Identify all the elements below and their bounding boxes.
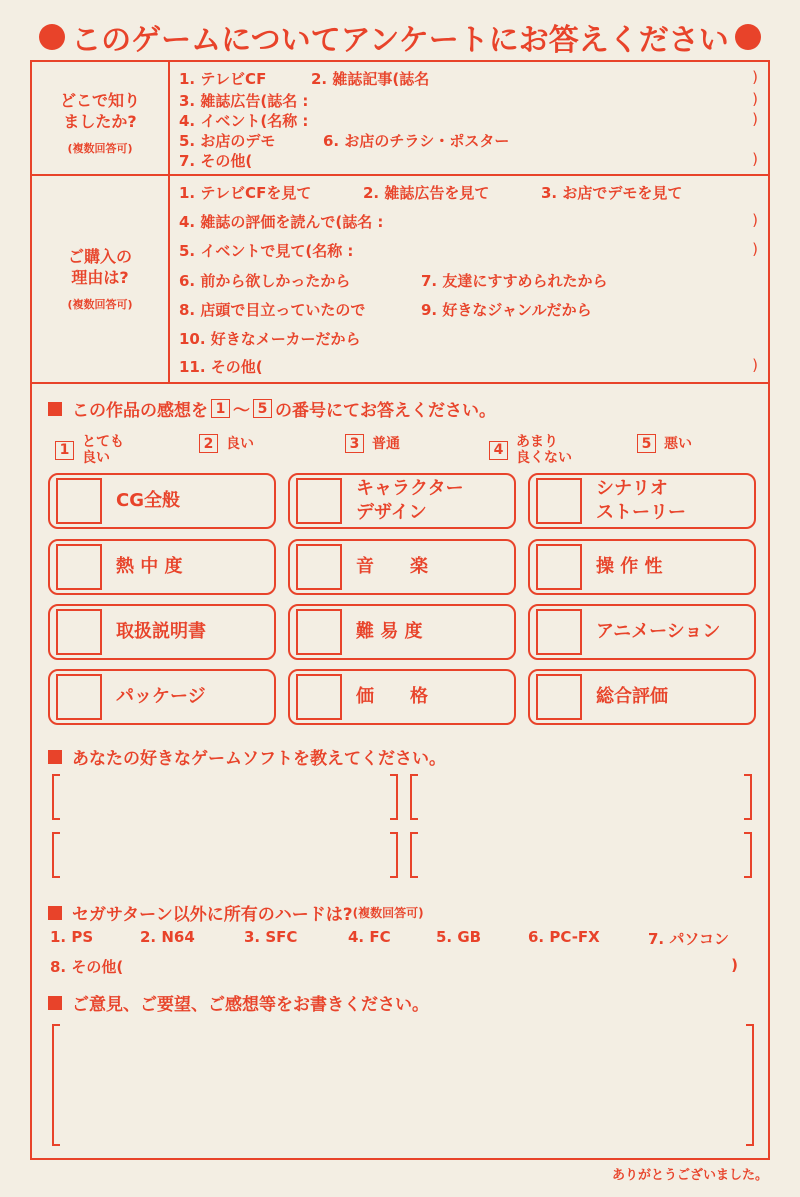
q1-option-3[interactable]: 3. 雑誌広告(誌名 : xyxy=(179,92,309,110)
scale-number: 5 xyxy=(637,434,656,453)
comments-field[interactable] xyxy=(52,1024,754,1146)
thanks-text: ありがとうございました。 xyxy=(611,1168,768,1183)
hardware-option-3[interactable]: 3. SFC xyxy=(244,928,298,946)
left-bracket-icon xyxy=(52,832,60,878)
square-bullet-icon xyxy=(48,906,62,920)
q2-option-11[interactable]: 11. その他( xyxy=(179,358,263,376)
q2-label xyxy=(32,246,168,315)
rating-overall[interactable] xyxy=(528,669,756,725)
rating-label: キャラクター xyxy=(356,478,464,499)
rating-price[interactable] xyxy=(288,669,516,725)
left-bracket-icon xyxy=(410,774,418,820)
q2-option-7[interactable]: 7. 友達にすすめられたから xyxy=(421,272,608,290)
scale-item-5 xyxy=(634,434,692,453)
hardware-option-5[interactable]: 5. GB xyxy=(436,928,482,946)
q2-option-10[interactable]: 10. 好きなメーカーだから xyxy=(179,330,361,348)
q1-note: (複数回答可) xyxy=(67,142,133,155)
favorite-game-field-2[interactable] xyxy=(410,774,752,820)
rating-input-box[interactable] xyxy=(296,674,342,720)
q2-option-3[interactable]: 3. お店でデモを見て xyxy=(541,184,683,202)
rating-difficulty[interactable] xyxy=(288,604,516,660)
rating-animation[interactable] xyxy=(528,604,756,660)
rating-label: シナリオ xyxy=(596,478,668,499)
scale-label: 普通 xyxy=(372,435,400,452)
q5-heading xyxy=(48,900,424,925)
q2-option-2[interactable]: 2. 雑誌広告を見て xyxy=(363,184,490,202)
q5-line-1 xyxy=(50,928,738,950)
scale-number: 2 xyxy=(199,434,218,453)
q2-option-4[interactable]: 4. 雑誌の評価を読んで(誌名 : xyxy=(179,213,384,231)
q2-option-1[interactable]: 1. テレビCFを見て xyxy=(179,184,312,202)
rating-label: 総合評価 xyxy=(596,686,668,707)
rating-input-box[interactable] xyxy=(296,478,342,524)
survey-title xyxy=(0,14,800,60)
rating-label: 操 作 性 xyxy=(596,556,663,577)
hardware-option-7[interactable]: 7. パソコン xyxy=(648,930,730,948)
scale-item-2 xyxy=(196,434,254,453)
scale-number: 4 xyxy=(489,441,508,460)
q2-note: (複数回答可) xyxy=(67,298,133,311)
rating-music[interactable] xyxy=(288,539,516,595)
hardware-option-2[interactable]: 2. N64 xyxy=(140,928,195,946)
rating-input-box[interactable] xyxy=(536,674,582,720)
q2-label-line2: 理由は? xyxy=(71,268,129,287)
scale-label: あまり xyxy=(516,434,558,450)
rating-controls[interactable] xyxy=(528,539,756,595)
q1-option-7[interactable]: 7. その他( xyxy=(179,152,253,170)
q2-line-3 xyxy=(179,240,758,264)
rating-label: アニメーション xyxy=(596,621,721,642)
rating-input-box[interactable] xyxy=(536,609,582,655)
q2-line-5 xyxy=(179,299,758,323)
q2-line-4 xyxy=(179,270,758,294)
rating-character-design[interactable] xyxy=(288,473,516,529)
q4-heading xyxy=(48,744,446,769)
q3-heading-text-a: この作品の感想を xyxy=(72,401,208,421)
scale-label: 良くない xyxy=(516,450,572,466)
rating-input-box[interactable] xyxy=(56,674,102,720)
left-bracket-icon xyxy=(410,832,418,878)
hardware-option-6[interactable]: 6. PC-FX xyxy=(528,928,600,946)
q2-close-paren: ) xyxy=(752,211,758,229)
scale-label: 良い xyxy=(82,450,110,466)
survey-form xyxy=(30,60,770,1160)
q1-line-5 xyxy=(179,150,758,174)
rating-input-box[interactable] xyxy=(536,478,582,524)
q1-label-line1: どこで知り xyxy=(59,91,140,110)
favorite-game-field-4[interactable] xyxy=(410,832,752,878)
rating-input-box[interactable] xyxy=(56,478,102,524)
scale-number: 3 xyxy=(345,434,364,453)
favorite-game-field-1[interactable] xyxy=(52,774,398,820)
scale-label: 悪い xyxy=(664,435,692,452)
rating-scenario-story[interactable] xyxy=(528,473,756,529)
q1-close-paren: ) xyxy=(752,68,758,86)
q6-heading-text: ご意見、ご要望、ご感想等をお書きください。 xyxy=(72,995,429,1015)
q3-heading xyxy=(48,396,496,421)
survey-title-text: このゲームについてアンケートにお答えください xyxy=(71,23,729,58)
scale-item-4 xyxy=(486,434,572,466)
q3-heading-tilde: 〜 xyxy=(233,401,250,421)
q3-heading-text-b: の番号にてお答えください。 xyxy=(275,401,496,421)
rating-manual[interactable] xyxy=(48,604,276,660)
rating-label: デザイン xyxy=(356,502,427,523)
column-divider xyxy=(168,62,170,382)
square-bullet-icon xyxy=(48,996,62,1010)
rating-cg[interactable] xyxy=(48,473,276,529)
rating-input-box[interactable] xyxy=(56,609,102,655)
rating-input-box[interactable] xyxy=(296,544,342,590)
favorite-game-field-3[interactable] xyxy=(52,832,398,878)
q5-heading-text: セガサターン以外に所有のハードは? xyxy=(72,905,353,925)
left-bracket-icon xyxy=(52,774,60,820)
q1-close-paren: ) xyxy=(752,110,758,128)
rating-input-box[interactable] xyxy=(536,544,582,590)
rating-label: ストーリー xyxy=(596,502,686,523)
rating-package[interactable] xyxy=(48,669,276,725)
q5-note: (複数回答可) xyxy=(352,906,424,920)
right-bracket-icon xyxy=(744,774,752,820)
rating-label: 難 易 度 xyxy=(356,621,423,642)
row-divider xyxy=(32,174,768,176)
q4-heading-text: あなたの好きなゲームソフトを教えてください。 xyxy=(72,749,446,769)
q2-label-line1: ご購入の xyxy=(67,247,132,266)
rating-label: 価 格 xyxy=(356,686,428,707)
right-bracket-icon xyxy=(746,1024,754,1146)
q1-option-4[interactable]: 4. イベント(名称 : xyxy=(179,112,309,130)
rating-label: 取扱説明書 xyxy=(116,621,206,642)
rating-input-box[interactable] xyxy=(56,544,102,590)
q2-line-2 xyxy=(179,211,758,235)
hardware-option-8[interactable]: 8. その他( xyxy=(50,958,124,976)
left-bracket-icon xyxy=(52,1024,60,1146)
q3-heading-number-5: 5 xyxy=(253,399,272,418)
q5-line-2 xyxy=(50,956,738,978)
q2-option-5[interactable]: 5. イベントで見て(名称 : xyxy=(179,242,354,260)
rating-label: 音 楽 xyxy=(356,556,428,577)
square-bullet-icon xyxy=(48,402,62,416)
q6-heading xyxy=(48,990,429,1015)
scale-number: 1 xyxy=(55,441,74,460)
q1-option-6[interactable]: 6. お店のチラシ・ポスター xyxy=(323,132,510,150)
rating-label: 熱 中 度 xyxy=(116,556,183,577)
q1-close-paren: ) xyxy=(752,150,758,168)
q5-close-paren: ) xyxy=(731,956,738,974)
row-divider xyxy=(32,382,768,384)
q1-label xyxy=(32,90,168,159)
q2-option-8[interactable]: 8. 店頭で目立っていたので xyxy=(179,301,366,319)
q1-option-1[interactable]: 1. テレビCF xyxy=(179,70,267,88)
hardware-option-4[interactable]: 4. FC xyxy=(348,928,391,946)
q1-close-paren: ) xyxy=(752,90,758,108)
rating-immersion[interactable] xyxy=(48,539,276,595)
q2-option-9[interactable]: 9. 好きなジャンルだから xyxy=(421,301,592,319)
rating-label: CG全般 xyxy=(116,490,180,511)
q2-line-6 xyxy=(179,328,758,352)
q1-line-1 xyxy=(179,68,758,92)
rating-label: パッケージ xyxy=(116,686,206,707)
bullet-dot-icon xyxy=(39,24,65,50)
hardware-option-1[interactable]: 1. PS xyxy=(50,928,94,946)
scale-item-3 xyxy=(342,434,400,453)
q2-close-paren: ) xyxy=(752,356,758,374)
q1-label-line2: ましたか? xyxy=(63,112,137,131)
scale-item-1 xyxy=(52,434,124,466)
q2-close-paren: ) xyxy=(752,240,758,258)
right-bracket-icon xyxy=(390,832,398,878)
q3-heading-number-1: 1 xyxy=(211,399,230,418)
right-bracket-icon xyxy=(390,774,398,820)
q2-option-6[interactable]: 6. 前から欲しかったから xyxy=(179,272,351,290)
rating-input-box[interactable] xyxy=(296,609,342,655)
scale-label: とても xyxy=(82,434,124,450)
right-bracket-icon xyxy=(744,832,752,878)
square-bullet-icon xyxy=(48,750,62,764)
bullet-dot-icon xyxy=(735,24,761,50)
scale-label: 良い xyxy=(226,435,254,452)
q1-option-5[interactable]: 5. お店のデモ xyxy=(179,132,276,150)
q2-line-1 xyxy=(179,182,758,206)
q1-option-2[interactable]: 2. 雑誌記事(誌名 xyxy=(311,70,430,88)
q2-line-7 xyxy=(179,356,758,380)
